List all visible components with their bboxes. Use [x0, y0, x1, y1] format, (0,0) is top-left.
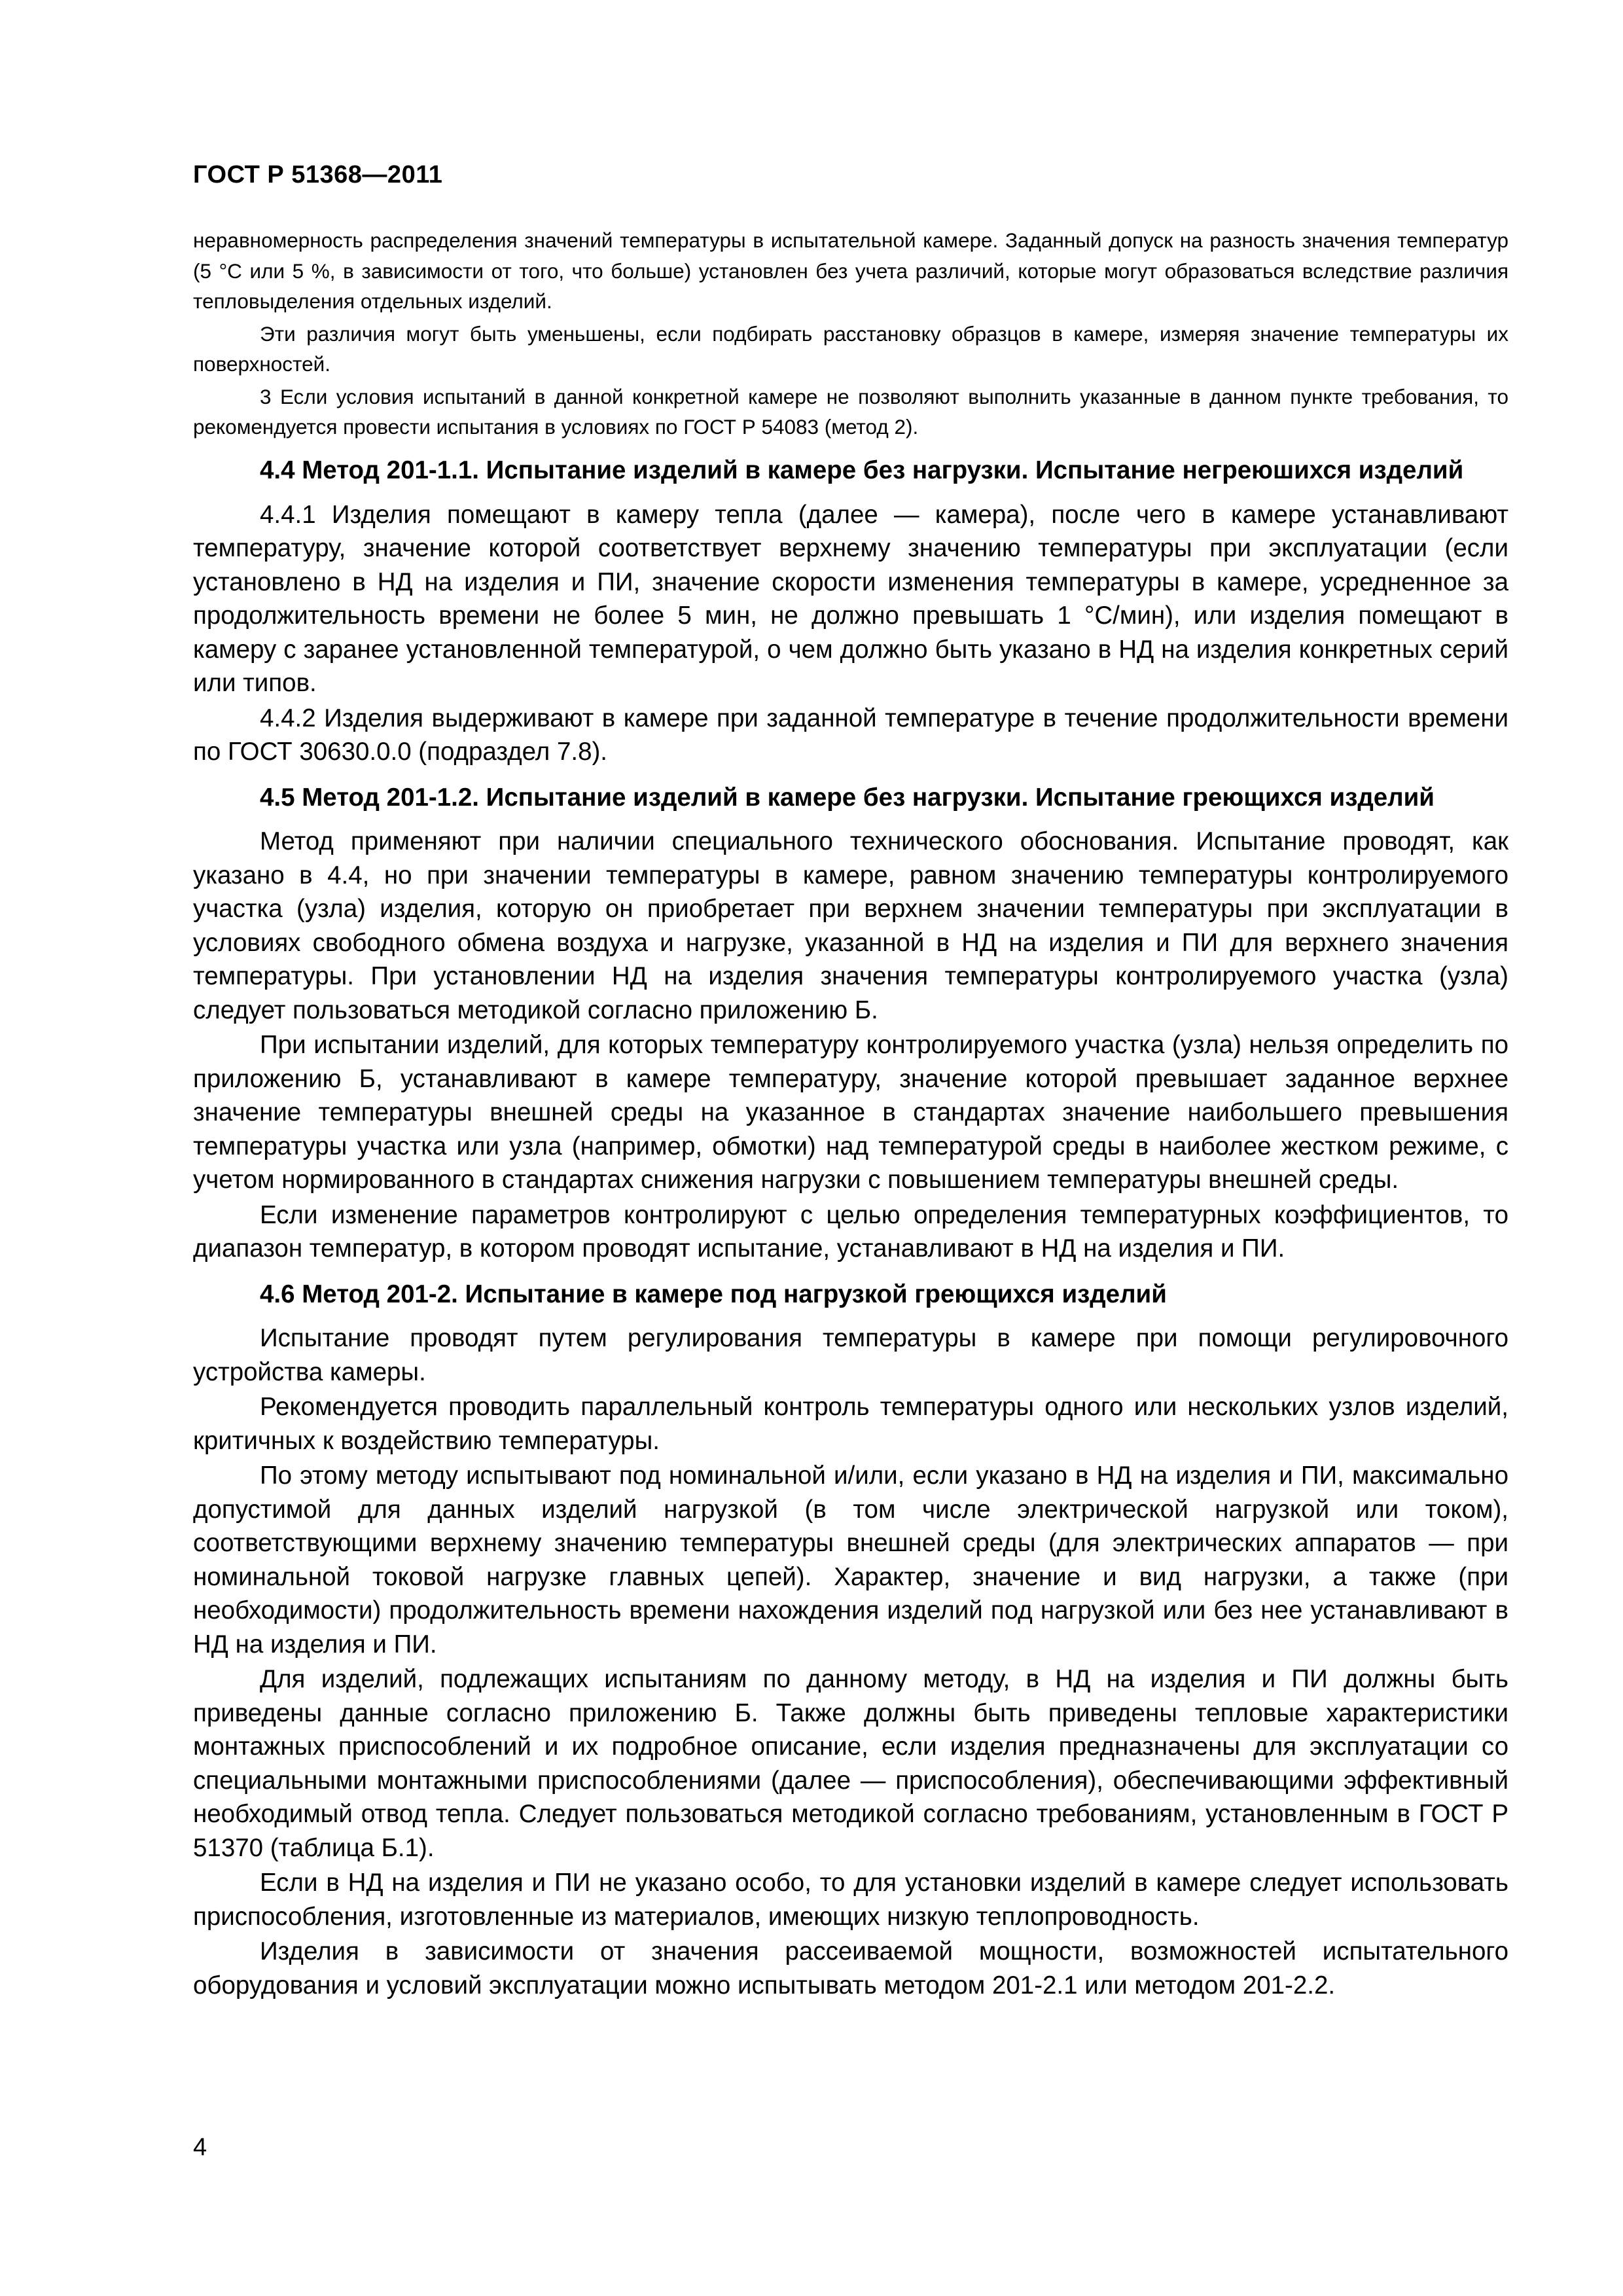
body-paragraph: По этому методу испытывают под номинальной и/или, если указано в НД на изделия и ПИ, максимально допустимой для данных изделий нагрузкой (в том числе электрической нагрузкой или током), соответствующими верхнему значению температуры внешней среды (для электрических аппаратов — при номинальной токовой нагрузке главных цепей). Характер, значение и вид нагрузки, а также (при необходимости) продолжительность времени нахождения изделий под нагрузкой или без нее устанавливают в НД на изделия и ПИ. [193, 1462, 1508, 1659]
body-paragraph: Если в НД на изделия и ПИ не указано особо, то для установки изделий в камере следует использовать приспособления, изготовленные из материалов, имеющих низкую теплопроводность. [193, 1869, 1508, 1931]
note-paragraph: Эти различия могут быть уменьшены, если подбирать расстановку образцов в камере, измеряя значение температуры их поверхностей. [193, 321, 1508, 376]
document-header: ГОСТ Р 51368—2011 [193, 161, 443, 188]
page-number: 4 [193, 2134, 207, 2161]
body-paragraph: Рекомендуется проводить параллельный контроль температуры одного или нескольких узлов изделий, критичных к воздействию температуры. [193, 1393, 1508, 1455]
body-paragraph: Метод применяют при наличии специального технического обоснования. Испытание проводят, как указано в 4.4, но при значении температуры в камере, равном значению температуры контролируемого участка (узла) изделия, которую он приобретает при верхнем значении температуры при эксплуатации в условиях свободного обмена воздуха и нагрузке, указанной в НД на изделия и ПИ для верхнего значения температуры. При установлении НД на изделия значения температуры контролируемого участка (узла) следует пользоваться методикой согласно приложению Б. [193, 827, 1508, 1024]
body-paragraph: При испытании изделий, для которых температуру контролируемого участка (узла) нельзя определить по приложению Б, устанавливают в камере температуру, значение которой превышает заданное верхнее значение температуры внешней среды на указанное в стандартах значение наибольшего превышения температуры участка или узла (например, обмотки) над температурой среды в наиболее жестком режиме, с учетом нормированного в стандартах снижения нагрузки с повышением температуры внешней среды. [193, 1031, 1508, 1194]
section-heading: 4.4 Метод 201-1.1. Испытание изделий в камере без нагрузки. Испытание негреюшихся изделий [260, 456, 1464, 484]
section-heading: 4.6 Метод 201-2. Испытание в камере под нагрузкой греющихся изделий [260, 1280, 1167, 1308]
note-paragraph: 3 Если условия испытаний в данной конкретной камере не позволяют выполнить указанные в данном пункте требования, то рекомендуется провести испытания в условиях по ГОСТ Р 54083 (метод 2). [193, 384, 1508, 439]
body-paragraph: Для изделий, подлежащих испытаниям по данному методу, в НД на изделия и ПИ должны быть приведены данные согласно приложению Б. Также должны быть приведены тепловые характеристики монтажных приспособлений и их подробное описание, если изделия предназначены для эксплуатации со специальными монтажными приспособлениями (далее — приспособления), обеспечивающими эффективный необходимый отвод тепла. Следует пользоваться методикой согласно требованиям, установленным в ГОСТ Р 51370 (таблица Б.1). [193, 1665, 1508, 1862]
body-paragraph: Изделия в зависимости от значения рассеиваемой мощности, возможностей испытательного оборудования и условий эксплуатации можно испытывать методом 201-2.1 или методом 201-2.2. [193, 1937, 1508, 2000]
note-paragraph: неравномерность распределения значений температуры в испытательной камере. Заданный допуск на разность значения температур (5 °С или 5 %, в зависимости от того, что больше) установлен без учета различий, которые могут образоваться вследствие различия тепловыделения отдельных изделий. [193, 228, 1508, 313]
body-paragraph: 4.4.2 Изделия выдерживают в камере при заданной температуре в течение продолжительности времени по ГОСТ 30630.0.0 (подраздел 7.8). [193, 704, 1508, 766]
notes-block [193, 225, 1508, 444]
body-paragraph: Испытание проводят путем регулирования температуры в камере при помощи регулировочного устройства камеры. [193, 1324, 1508, 1386]
section-heading: 4.5 Метод 201-1.2. Испытание изделий в камере без нагрузки. Испытание греющихся изделий [260, 783, 1435, 812]
main-text [193, 454, 1508, 2003]
body-paragraph: 4.4.1 Изделия помещают в камеру тепла (далее — камера), после чего в камере устанавливают температуру, значение которой соответствует верхнему значению температуры при эксплуатации (если установлено в НД на изделия и ПИ, значение скорости изменения температуры в камере, усредненное за продолжительность времени не более 5 мин, не должно превышать 1 °С/мин), или изделия помещают в камеру с заранее установленной температурой, о чем должно быть указано в НД на изделия конкретных серий или типов. [193, 500, 1508, 697]
body-paragraph: Если изменение параметров контролируют с целью определения температурных коэффициентов, то диапазон температур, в котором проводят испытание, устанавливают в НД на изделия и ПИ. [193, 1200, 1508, 1263]
